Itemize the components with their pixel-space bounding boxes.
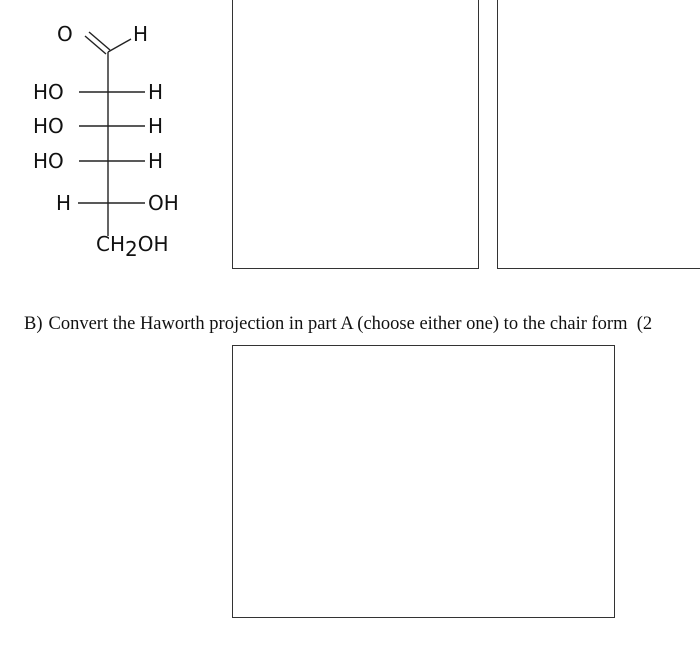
part-b-points-truncated: (2 bbox=[636, 314, 653, 334]
part-b-question bbox=[24, 313, 652, 335]
ch2oh-group bbox=[96, 232, 169, 261]
ch2oh-subscript: 2 bbox=[125, 237, 138, 261]
carbonyl-double-bond-b bbox=[89, 32, 110, 50]
aldehyde-oxygen: O bbox=[57, 22, 73, 46]
ch2oh-suffix: OH bbox=[137, 232, 169, 256]
row-2-left-group: HO bbox=[33, 114, 64, 138]
ch2oh-prefix: CH bbox=[96, 232, 126, 256]
aldehyde-ch-bond bbox=[108, 39, 131, 52]
part-b-text: Convert the Haworth projection in part A (choose either one) to the chair form bbox=[48, 314, 628, 334]
row-3-right-group: H bbox=[148, 149, 164, 173]
row-1-right-group: H bbox=[148, 80, 164, 104]
carbonyl-double-bond-a bbox=[85, 36, 106, 54]
fischer-projection bbox=[0, 0, 230, 290]
row-2-right-group: H bbox=[148, 114, 164, 138]
answer-box-part-b[interactable] bbox=[232, 345, 615, 618]
answer-box-part-a-2[interactable] bbox=[497, 0, 700, 269]
answer-box-part-a-1[interactable] bbox=[232, 0, 479, 269]
aldehyde-hydrogen: H bbox=[133, 22, 149, 46]
row-1-left-group: HO bbox=[33, 80, 64, 104]
row-4-right-group: OH bbox=[148, 191, 179, 215]
row-3-left-group: HO bbox=[33, 149, 64, 173]
row-4-left-group: H bbox=[56, 191, 72, 215]
part-b-label: B) bbox=[24, 314, 43, 334]
